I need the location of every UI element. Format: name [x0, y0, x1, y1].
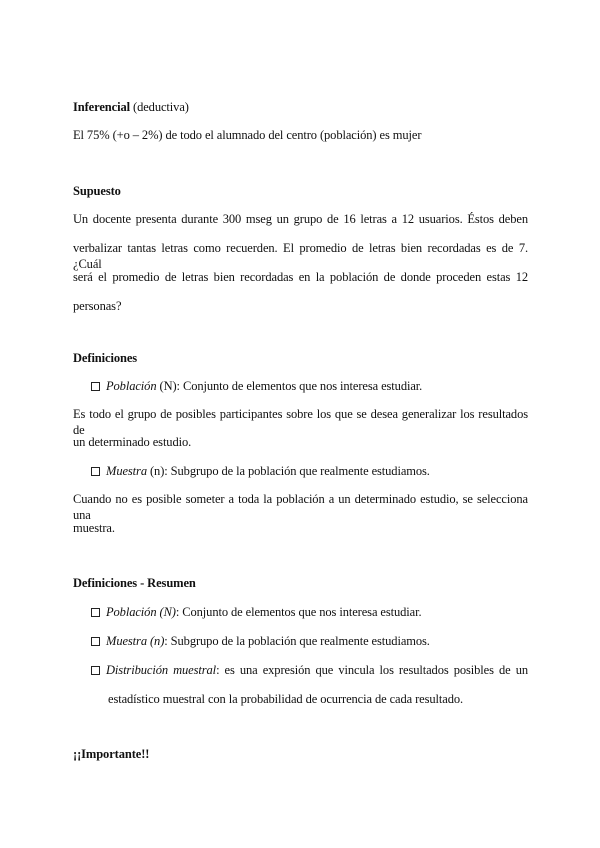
checkbox-icon [91, 666, 100, 675]
definicion-muestra [91, 463, 430, 479]
inferencial-heading-bold: Inferencial [73, 100, 130, 114]
resumen-item-distribucion-cont: estadístico muestral con la probabilidad de ocurrencia de cada resultado. [108, 692, 464, 706]
definiciones-heading: Definiciones [73, 351, 138, 365]
poblacion-term: Población [106, 379, 157, 393]
muestra-desc-line-1: Cuando no es posible someter a toda la población a un determinado estudio, se selecciona una [73, 492, 528, 522]
poblacion-rest: (N): Conjunto de elementos que nos interesa estudiar. [156, 379, 423, 393]
resumen-item-poblacion [91, 604, 422, 620]
inferencial-heading-rest: (deductiva) [130, 100, 189, 114]
supuesto-line-1: Un docente presenta durante 300 mseg un grupo de 16 letras a 12 usuarios. Éstos deben [73, 212, 528, 226]
resumen-item-rest: : Conjunto de elementos que nos interesa estudiar. [175, 605, 422, 619]
resumen-item-distribucion [91, 662, 528, 678]
importante-heading: ¡¡Importante!! [73, 747, 150, 761]
definicion-poblacion [91, 378, 422, 394]
muestra-rest: (n): Subgrupo de la población que realmente estudiamos. [146, 464, 430, 478]
resumen-item-rest: : Subgrupo de la población que realmente estudiamos. [164, 634, 430, 648]
supuesto-line-2: verbalizar tantas letras como recuerden. El promedio de letras bien recordadas es de 7. ¿Cuál [73, 241, 528, 271]
resumen-item-muestra [91, 633, 430, 649]
inferencial-heading [73, 99, 528, 115]
resumen-heading: Definiciones - Resumen [73, 576, 196, 590]
resumen-item-term: Población (N) [106, 605, 176, 619]
inferencial-example: El 75% (+o – 2%) de todo el alumnado del centro (población) es mujer [73, 128, 422, 142]
supuesto-line-4: personas? [73, 299, 122, 313]
checkbox-icon [91, 382, 100, 391]
resumen-item-rest: : es una expresión que vincula los resultados posibles de un [216, 663, 528, 677]
checkbox-icon [91, 637, 100, 646]
poblacion-desc-line-2: un determinado estudio. [73, 435, 192, 449]
muestra-term: Muestra [106, 464, 147, 478]
muestra-desc-line-2: muestra. [73, 521, 115, 535]
checkbox-icon [91, 608, 100, 617]
supuesto-heading: Supuesto [73, 184, 121, 198]
resumen-item-term: Muestra (n) [106, 634, 165, 648]
supuesto-line-3: será el promedio de letras bien recordadas en la población de donde proceden estas 12 [73, 270, 528, 284]
poblacion-desc-line-1: Es todo el grupo de posibles participantes sobre los que se desea generalizar los resultados de [73, 407, 528, 437]
resumen-item-term: Distribución muestral [106, 663, 217, 677]
checkbox-icon [91, 467, 100, 476]
